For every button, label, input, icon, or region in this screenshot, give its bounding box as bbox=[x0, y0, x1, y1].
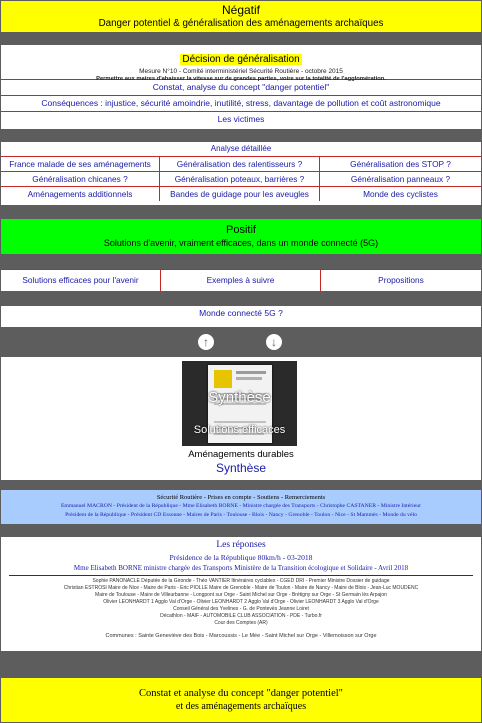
thumbnail-title: Synthèse bbox=[208, 389, 271, 406]
arrow-down-icon[interactable]: ↓ bbox=[266, 334, 282, 350]
link-stop[interactable]: Généralisation des STOP ? bbox=[350, 159, 451, 169]
reponses-title: Les réponses bbox=[216, 540, 266, 550]
reponses-tiny-6[interactable]: Décathlon - MAIF - AUTOMOBILE CLUB ASSOCIATION - PDE - Turbo.fr bbox=[160, 613, 322, 619]
securite-title: Sécurité Routière - Prises en compte - Soutiens - Remerciements bbox=[156, 494, 326, 501]
positif-header bbox=[1, 219, 481, 254]
securite-block bbox=[1, 490, 481, 524]
link-chicanes[interactable]: Généralisation chicanes ? bbox=[1, 172, 160, 186]
decision-block bbox=[1, 45, 481, 129]
decision-description: Permettre aux maires d'abaisser la vitesse sur de grandes parties, voire sur la totalité de l'agglomération. bbox=[96, 76, 386, 82]
link-synthese[interactable]: Synthèse bbox=[215, 461, 267, 475]
footer-line-2: et des aménagements archaïques bbox=[175, 701, 307, 712]
reponses-tiny-3[interactable]: Maire de Toulouse - Maire de Villeurbanne - Longpont sur Orge - Saint Michel sur Orge - Brétigny sur Orge - St Germain lès Arpajon bbox=[95, 592, 387, 598]
link-france-malade[interactable]: France malade de ses aménagements bbox=[1, 157, 160, 171]
footer-line-1: Constat et analyse du concept "danger potentiel" bbox=[139, 688, 343, 699]
link-ralentisseurs[interactable]: Généralisation des ralentisseurs ? bbox=[160, 157, 320, 171]
positif-title: Positif bbox=[226, 224, 256, 236]
monde-connecte-label: Monde connecté 5G ? bbox=[199, 308, 283, 318]
link-analyse-detaillee[interactable]: Analyse détaillée bbox=[210, 144, 272, 153]
analyse-grid-row-3 bbox=[1, 186, 481, 201]
reponses-borne[interactable]: Mme Elisabeth BORNE ministre chargée des Transports Ministère de la Transition écologique et Solidaire - Avril 2018 bbox=[73, 564, 409, 572]
link-propositions[interactable]: Propositions bbox=[378, 275, 424, 285]
link-constat[interactable]: Constat, analyse du concept "danger potentiel" bbox=[1, 79, 481, 95]
reponses-tiny-1[interactable]: Sophie PANONACLE Députée de la Gironde - Théo VANTIER Itinéraires cyclables - CGED DRI - Premier Ministre Dossier de guidage bbox=[92, 578, 390, 584]
link-monde-connecte[interactable] bbox=[1, 306, 481, 327]
reponses-presidence[interactable]: Présidence de la République 80km/h - 03-2018 bbox=[169, 553, 313, 562]
reponses-tiny-2[interactable]: Christian ESTROSI Maire de Nice - Maire de Paris - Eric PIOLLE Maire de Grenoble - Maire de Toulon - Maire de Nancy - Maire de Blois - Jean-Luc MOUDENC bbox=[63, 585, 419, 591]
footer-block bbox=[1, 678, 481, 722]
reponses-block bbox=[1, 537, 481, 651]
link-poteaux[interactable]: Généralisation poteaux, barrières ? bbox=[160, 172, 320, 186]
positif-links bbox=[1, 269, 481, 291]
analyse-grid-row-1 bbox=[1, 156, 481, 171]
link-panneaux[interactable]: Généralisation panneaux ? bbox=[350, 174, 451, 184]
reponses-tiny-5[interactable]: Conseil Général des Yvelines - G. de Pontevès Jeanne Loiret bbox=[173, 606, 309, 612]
decision-measure: Mesure N°10 - Comité interministériel Sécurité Routière - octobre 2015 bbox=[139, 68, 343, 75]
synthese-block bbox=[1, 357, 481, 480]
analyse-grid-row-2 bbox=[1, 171, 481, 186]
reponses-tiny-7[interactable]: Cour des Comptes (AR) bbox=[214, 620, 268, 626]
link-amenagements-additionnels[interactable]: Aménagements additionnels bbox=[1, 187, 160, 201]
reponses-divider bbox=[9, 575, 473, 576]
analyse-block bbox=[1, 142, 481, 205]
negatif-header bbox=[1, 1, 481, 32]
negatif-subtitle: Danger potentiel & généralisation des aménagements archaïques bbox=[98, 18, 384, 29]
thumbnail-subtitle: Solutions efficaces bbox=[193, 424, 286, 436]
negatif-title: Négatif bbox=[221, 3, 261, 17]
securite-line-1[interactable]: Emmanuel MACRON - Président de la République - Mme Elisabeth BORNE - Ministre chargée des Transports - Christophe CASTANER - Ministre Intérieur bbox=[60, 503, 422, 509]
synthese-caption: Aménagements durables bbox=[188, 449, 294, 460]
link-consequences[interactable]: Conséquences : injustice, sécurité amoindrie, inutilité, stress, davantage de pollution et coût astronomique bbox=[1, 95, 481, 111]
arrow-up-icon[interactable]: ↑ bbox=[198, 334, 214, 350]
link-bandes-guidage[interactable]: Bandes de guidage pour les aveugles bbox=[160, 187, 320, 201]
reponses-communes[interactable]: Communes : Sainte Geneviève des Bois - Marcoussis - Le Mée - Saint Michel sur Orge - Villemoisson sur Orge bbox=[105, 633, 377, 639]
link-solutions-efficaces[interactable]: Solutions efficaces pour l'avenir bbox=[1, 270, 161, 291]
reponses-tiny-4[interactable]: Olivier LEONHARDT 1 Agglo Val d'Orge - Olivier LEONHARDT 2 Agglo Val d'Orge - Olivier LEONHARDT 3 Agglo Val d'Orge bbox=[103, 599, 379, 605]
link-exemples[interactable]: Exemples à suivre bbox=[161, 270, 321, 291]
link-cyclistes[interactable]: Monde des cyclistes bbox=[363, 189, 438, 199]
link-victimes[interactable]: Les victimes bbox=[1, 111, 481, 128]
securite-line-2[interactable]: Président de la République - Président CD Essonne - Maires de Paris - Toulouse - Blois - Nancy - Grenoble - Toulon - Nice - St Mammès - Monde du vélo bbox=[65, 512, 417, 518]
positif-subtitle: Solutions d'avenir, vraiment efficaces, dans un monde connecté (5G) bbox=[103, 238, 379, 248]
decision-title: Décision de généralisation bbox=[182, 54, 300, 65]
synthese-thumbnail[interactable] bbox=[182, 361, 297, 446]
